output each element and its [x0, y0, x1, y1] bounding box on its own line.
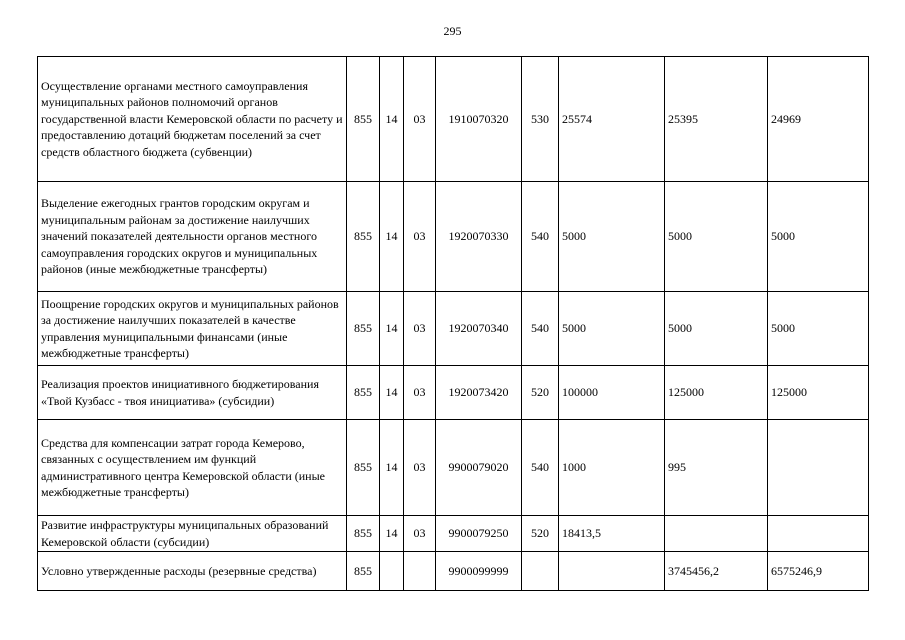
- row-description: Осуществление органами местного самоуправления муниципальных районов полномочий органов государственной власти Кемеровской области по расчету и предоставлению дотаций бюджетам поселений за счет средств областного бюджета (субвенции): [38, 57, 347, 182]
- expense-type-code: 530: [522, 57, 559, 182]
- row-description: Реализация проектов инициативного бюджетирования «Твой Кузбасс - твоя инициатива» (субсидии): [38, 366, 347, 420]
- expense-type-code: 520: [522, 516, 559, 552]
- amount-year-1: 25574: [559, 57, 665, 182]
- row-description: Поощрение городских округов и муниципальных районов за достижение наилучших показателей в качестве управления муниципальными финансами (иные межбюджетные трансферты): [38, 292, 347, 366]
- table-row: [38, 292, 869, 366]
- amount-year-1: 5000: [559, 182, 665, 292]
- amount-year-2: 995: [665, 420, 768, 516]
- expense-type-code: [522, 552, 559, 591]
- amount-year-2: 3745456,2: [665, 552, 768, 591]
- amount-year-3: [768, 516, 869, 552]
- subsection-code: 03: [404, 182, 436, 292]
- amount-year-2: 125000: [665, 366, 768, 420]
- ministry-code: 855: [347, 57, 380, 182]
- table-row: [38, 57, 869, 182]
- section-code: 14: [380, 366, 404, 420]
- row-description: Выделение ежегодных грантов городским округам и муниципальным районам за достижение наилучших значений показателей деятельности органов местного самоуправления городских округов и муниципальных районов (иные межбюджетные трансферты): [38, 182, 347, 292]
- amount-year-1: 5000: [559, 292, 665, 366]
- section-code: 14: [380, 182, 404, 292]
- subsection-code: 03: [404, 292, 436, 366]
- expense-type-code: 540: [522, 292, 559, 366]
- subsection-code: 03: [404, 420, 436, 516]
- expense-type-code: 540: [522, 420, 559, 516]
- subsection-code: 03: [404, 366, 436, 420]
- amount-year-1: 18413,5: [559, 516, 665, 552]
- ministry-code: 855: [347, 182, 380, 292]
- section-code: 14: [380, 420, 404, 516]
- expense-type-code: 540: [522, 182, 559, 292]
- subsection-code: [404, 552, 436, 591]
- amount-year-3: [768, 420, 869, 516]
- budget-table: [37, 56, 869, 591]
- table-row: [38, 182, 869, 292]
- table-row: [38, 366, 869, 420]
- amount-year-2: 5000: [665, 182, 768, 292]
- ministry-code: 855: [347, 552, 380, 591]
- ministry-code: 855: [347, 516, 380, 552]
- amount-year-2: 25395: [665, 57, 768, 182]
- amount-year-3: 125000: [768, 366, 869, 420]
- target-article-code: 9900079020: [436, 420, 522, 516]
- page-number: 295: [443, 24, 462, 38]
- subsection-code: 03: [404, 57, 436, 182]
- target-article-code: 1920070340: [436, 292, 522, 366]
- target-article-code: 9900099999: [436, 552, 522, 591]
- amount-year-1: 100000: [559, 366, 665, 420]
- ministry-code: 855: [347, 292, 380, 366]
- target-article-code: 1920073420: [436, 366, 522, 420]
- amount-year-3: 6575246,9: [768, 552, 869, 591]
- ministry-code: 855: [347, 366, 380, 420]
- section-code: 14: [380, 516, 404, 552]
- section-code: 14: [380, 57, 404, 182]
- target-article-code: 9900079250: [436, 516, 522, 552]
- table-row: [38, 516, 869, 552]
- expense-type-code: 520: [522, 366, 559, 420]
- amount-year-3: 5000: [768, 182, 869, 292]
- row-description: Развитие инфраструктуры муниципальных образований Кемеровской области (субсидии): [38, 516, 347, 552]
- amount-year-2: 5000: [665, 292, 768, 366]
- amount-year-3: 24969: [768, 57, 869, 182]
- table-row: [38, 552, 869, 591]
- amount-year-3: 5000: [768, 292, 869, 366]
- row-description: Условно утвержденные расходы (резервные средства): [38, 552, 347, 591]
- amount-year-2: [665, 516, 768, 552]
- section-code: 14: [380, 292, 404, 366]
- target-article-code: 1910070320: [436, 57, 522, 182]
- row-description: Средства для компенсации затрат города Кемерово, связанных с осуществлением им функций административного центра Кемеровской области (иные межбюджетные трансферты): [38, 420, 347, 516]
- amount-year-1: 1000: [559, 420, 665, 516]
- table-row: [38, 420, 869, 516]
- target-article-code: 1920070330: [436, 182, 522, 292]
- amount-year-1: [559, 552, 665, 591]
- section-code: [380, 552, 404, 591]
- subsection-code: 03: [404, 516, 436, 552]
- ministry-code: 855: [347, 420, 380, 516]
